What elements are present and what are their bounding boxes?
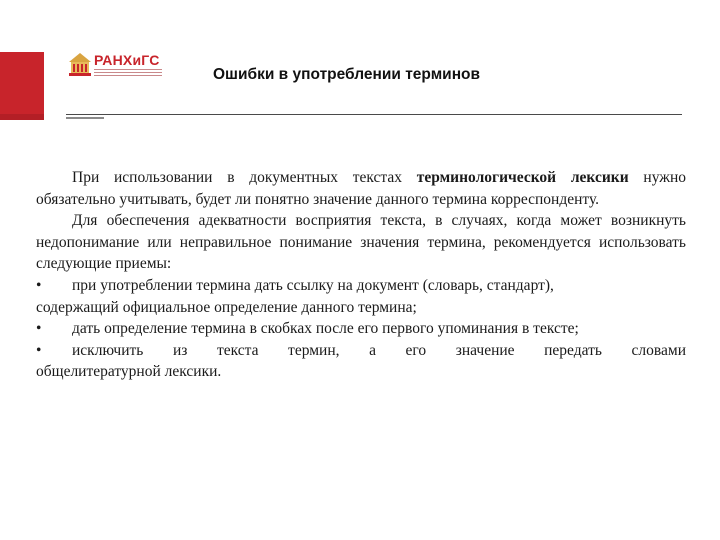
bullet-continuation: содержащий официальное определение данного термина; [36,298,417,316]
header-rule [66,114,682,115]
bullet-text: дать определение термина в скобках после его первого упоминания в тексте; [72,320,579,338]
bullet-text: исключить из текста термин, а его значение передать словами [72,341,686,359]
bullet-item-3 [36,340,686,383]
slide-body [36,167,686,383]
bold-term: терминологической лексики [416,169,629,186]
header-rule-accent [66,117,104,119]
logo-subtext [94,69,162,78]
paragraph-terminology: При использовании в документных текстах терминологической лексики нужно обязательно учитывать, будет ли понятно значение данного термина корреспонденту. [36,169,686,208]
logo-text: РАНХиГС [94,52,160,68]
slide-title: Ошибки в употреблении терминов [213,66,481,83]
bullet-item-1 [36,275,686,318]
bullet-mark: • [36,320,42,338]
bullet-text: при употреблении термина дать ссылку на документ (словарь, стандарт), [72,276,554,294]
bullet-mark: • [36,341,42,359]
bullet-continuation: общелитературной лексики. [36,363,222,381]
ranepa-logo [66,50,166,80]
bullet-item-2 [36,318,686,340]
emblem-icon [66,50,94,78]
red-accent-bar [0,52,44,114]
red-accent-strip [0,114,44,120]
bullet-mark: • [36,276,42,294]
paragraph-recommendation: Для обеспечения адекватности восприятия текста, в случаях, когда может возникнуть недопонимание или неправильное понимание значения термина, рекомендуется использовать следующие приемы: [36,212,686,273]
